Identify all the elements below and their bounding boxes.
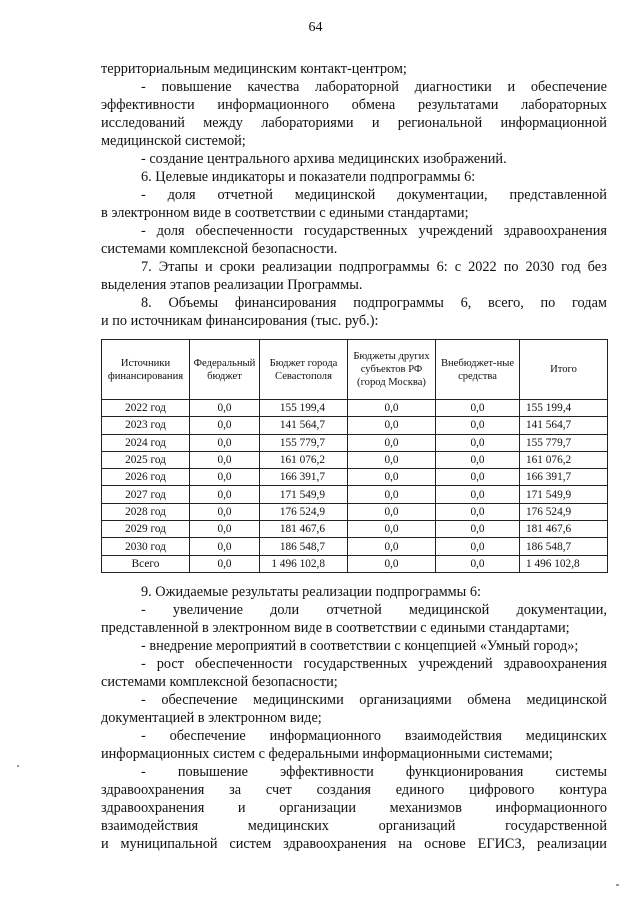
extrabudgetary-cell: 0,0	[436, 400, 520, 417]
extrabudgetary-cell: 0,0	[436, 538, 520, 555]
year-cell: 2030 год	[102, 538, 190, 555]
extrabudgetary-cell: 0,0	[436, 555, 520, 572]
extrabudgetary-cell: 0,0	[436, 486, 520, 503]
federal-cell: 0,0	[190, 451, 260, 468]
text-line: документацией в электронном виде;	[101, 710, 322, 726]
other-regions-cell: 0,0	[348, 503, 436, 520]
text-line: 6. Целевые индикаторы и показатели подпрограммы 6:	[141, 169, 476, 185]
table-row	[102, 503, 608, 520]
other-regions-cell: 0,0	[348, 521, 436, 538]
table-row	[102, 521, 608, 538]
text-line: и муниципальной систем здравоохранения на основе ЕГИСЗ, реализации	[101, 836, 607, 852]
text-line: 8. Объемы финансирования подпрограммы 6, всего, по годам	[141, 295, 607, 311]
financing-table	[101, 339, 608, 573]
year-cell: 2026 год	[102, 469, 190, 486]
text-line: - увеличение доли отчетной медицинской документации,	[141, 602, 607, 618]
text-line: - обеспечение информационного взаимодействия медицинских	[141, 728, 607, 744]
table-row	[102, 486, 608, 503]
text-line: исследований между лабораториями и региональной информационной	[101, 115, 607, 131]
federal-cell: 0,0	[190, 503, 260, 520]
text-line: информационных систем с федеральными информационными системами;	[101, 746, 553, 762]
table-header-row	[102, 340, 608, 400]
text-line: взаимодействия медицинских организаций государственной	[101, 818, 607, 834]
extrabudgetary-cell: 0,0	[436, 451, 520, 468]
extrabudgetary-cell: 0,0	[436, 417, 520, 434]
sevastopol-cell: 155 779,7	[260, 434, 348, 451]
total-cell: 171 549,9	[520, 486, 608, 503]
sevastopol-cell: 161 076,2	[260, 451, 348, 468]
federal-cell: 0,0	[190, 469, 260, 486]
text-line: - повышение качества лабораторной диагностики и обеспечение	[141, 79, 607, 95]
federal-cell: 0,0	[190, 555, 260, 572]
text-line: медицинской системой;	[101, 133, 246, 149]
table-total-row	[102, 555, 608, 572]
total-cell: 186 548,7	[520, 538, 608, 555]
extrabudgetary-cell: 0,0	[436, 503, 520, 520]
other-regions-cell: 0,0	[348, 555, 436, 572]
header-cell-sources: Источники финансирования	[102, 340, 190, 400]
text-line: выделения этапов реализации Программы.	[101, 277, 363, 293]
table-row	[102, 417, 608, 434]
other-regions-cell: 0,0	[348, 469, 436, 486]
scan-speck	[17, 765, 19, 767]
total-cell: 155 199,4	[520, 400, 608, 417]
total-cell: 1 496 102,8	[520, 555, 608, 572]
sevastopol-cell: 166 391,7	[260, 469, 348, 486]
federal-cell: 0,0	[190, 417, 260, 434]
page-number: 64	[308, 20, 323, 35]
text-line: системами комплексной безопасности;	[101, 674, 338, 690]
header-cell-federal: Федеральный бюджет	[190, 340, 260, 400]
year-cell: 2024 год	[102, 434, 190, 451]
text-line: в электронном виде в соответствии с едиными стандартами;	[101, 205, 469, 221]
year-cell: 2028 год	[102, 503, 190, 520]
other-regions-cell: 0,0	[348, 451, 436, 468]
other-regions-cell: 0,0	[348, 434, 436, 451]
scan-speck	[616, 884, 619, 886]
table-row	[102, 400, 608, 417]
sevastopol-cell: 181 467,6	[260, 521, 348, 538]
sevastopol-cell: 171 549,9	[260, 486, 348, 503]
text-line: и по источникам финансирования (тыс. руб.):	[101, 313, 379, 329]
sevastopol-cell: 141 564,7	[260, 417, 348, 434]
text-line: эффективности информационного обмена результатами лабораторных	[101, 97, 607, 113]
total-cell: 155 779,7	[520, 434, 608, 451]
year-cell: 2029 год	[102, 521, 190, 538]
text-line: - обеспечение медицинскими организациями обмена медицинской	[141, 692, 607, 708]
federal-cell: 0,0	[190, 538, 260, 555]
extrabudgetary-cell: 0,0	[436, 521, 520, 538]
year-cell: Всего	[102, 555, 190, 572]
text-line: системами комплексной безопасности.	[101, 241, 338, 257]
sevastopol-cell: 176 524,9	[260, 503, 348, 520]
year-cell: 2025 год	[102, 451, 190, 468]
year-cell: 2027 год	[102, 486, 190, 503]
total-cell: 176 524,9	[520, 503, 608, 520]
total-cell: 166 391,7	[520, 469, 608, 486]
year-cell: 2022 год	[102, 400, 190, 417]
text-line: - доля отчетной медицинской документации, представленной	[141, 187, 607, 203]
extrabudgetary-cell: 0,0	[436, 434, 520, 451]
header-cell-other-regions: Бюджеты других субъектов РФ (город Москва)	[348, 340, 436, 400]
text-line: - доля обеспеченности государственных учреждений здравоохранения	[141, 223, 607, 239]
sevastopol-cell: 186 548,7	[260, 538, 348, 555]
sevastopol-cell: 155 199,4	[260, 400, 348, 417]
header-cell-sevastopol: Бюджет города Севастополя	[260, 340, 348, 400]
text-line: - создание центрального архива медицинских изображений.	[141, 151, 507, 167]
total-cell: 161 076,2	[520, 451, 608, 468]
text-line: представленной в электронном виде в соответствии с едиными стандартами;	[101, 620, 570, 636]
text-line: - внедрение мероприятий в соответствии с концепцией «Умный город»;	[141, 638, 579, 654]
sevastopol-cell: 1 496 102,8	[260, 555, 348, 572]
table-row	[102, 538, 608, 555]
text-line: здравоохранения за счет создания единого цифрового контура	[101, 782, 607, 798]
federal-cell: 0,0	[190, 486, 260, 503]
other-regions-cell: 0,0	[348, 400, 436, 417]
text-line: здравоохранения и организации механизмов информационного	[101, 800, 607, 816]
federal-cell: 0,0	[190, 521, 260, 538]
other-regions-cell: 0,0	[348, 417, 436, 434]
table-row	[102, 451, 608, 468]
text-line: 7. Этапы и сроки реализации подпрограммы 6: с 2022 по 2030 год без	[141, 259, 607, 275]
federal-cell: 0,0	[190, 434, 260, 451]
text-line: 9. Ожидаемые результаты реализации подпрограммы 6:	[141, 584, 481, 600]
table-row	[102, 434, 608, 451]
year-cell: 2023 год	[102, 417, 190, 434]
extrabudgetary-cell: 0,0	[436, 469, 520, 486]
text-line: территориальным медицинским контакт-центром;	[101, 61, 407, 77]
text-line: - рост обеспеченности государственных учреждений здравоохранения	[141, 656, 607, 672]
table-row	[102, 469, 608, 486]
header-cell-extrabudgetary: Внебюджет-ные средства	[436, 340, 520, 400]
total-cell: 141 564,7	[520, 417, 608, 434]
other-regions-cell: 0,0	[348, 486, 436, 503]
header-cell-total: Итого	[520, 340, 608, 400]
text-line: - повышение эффективности функционирования системы	[141, 764, 607, 780]
federal-cell: 0,0	[190, 400, 260, 417]
total-cell: 181 467,6	[520, 521, 608, 538]
other-regions-cell: 0,0	[348, 538, 436, 555]
